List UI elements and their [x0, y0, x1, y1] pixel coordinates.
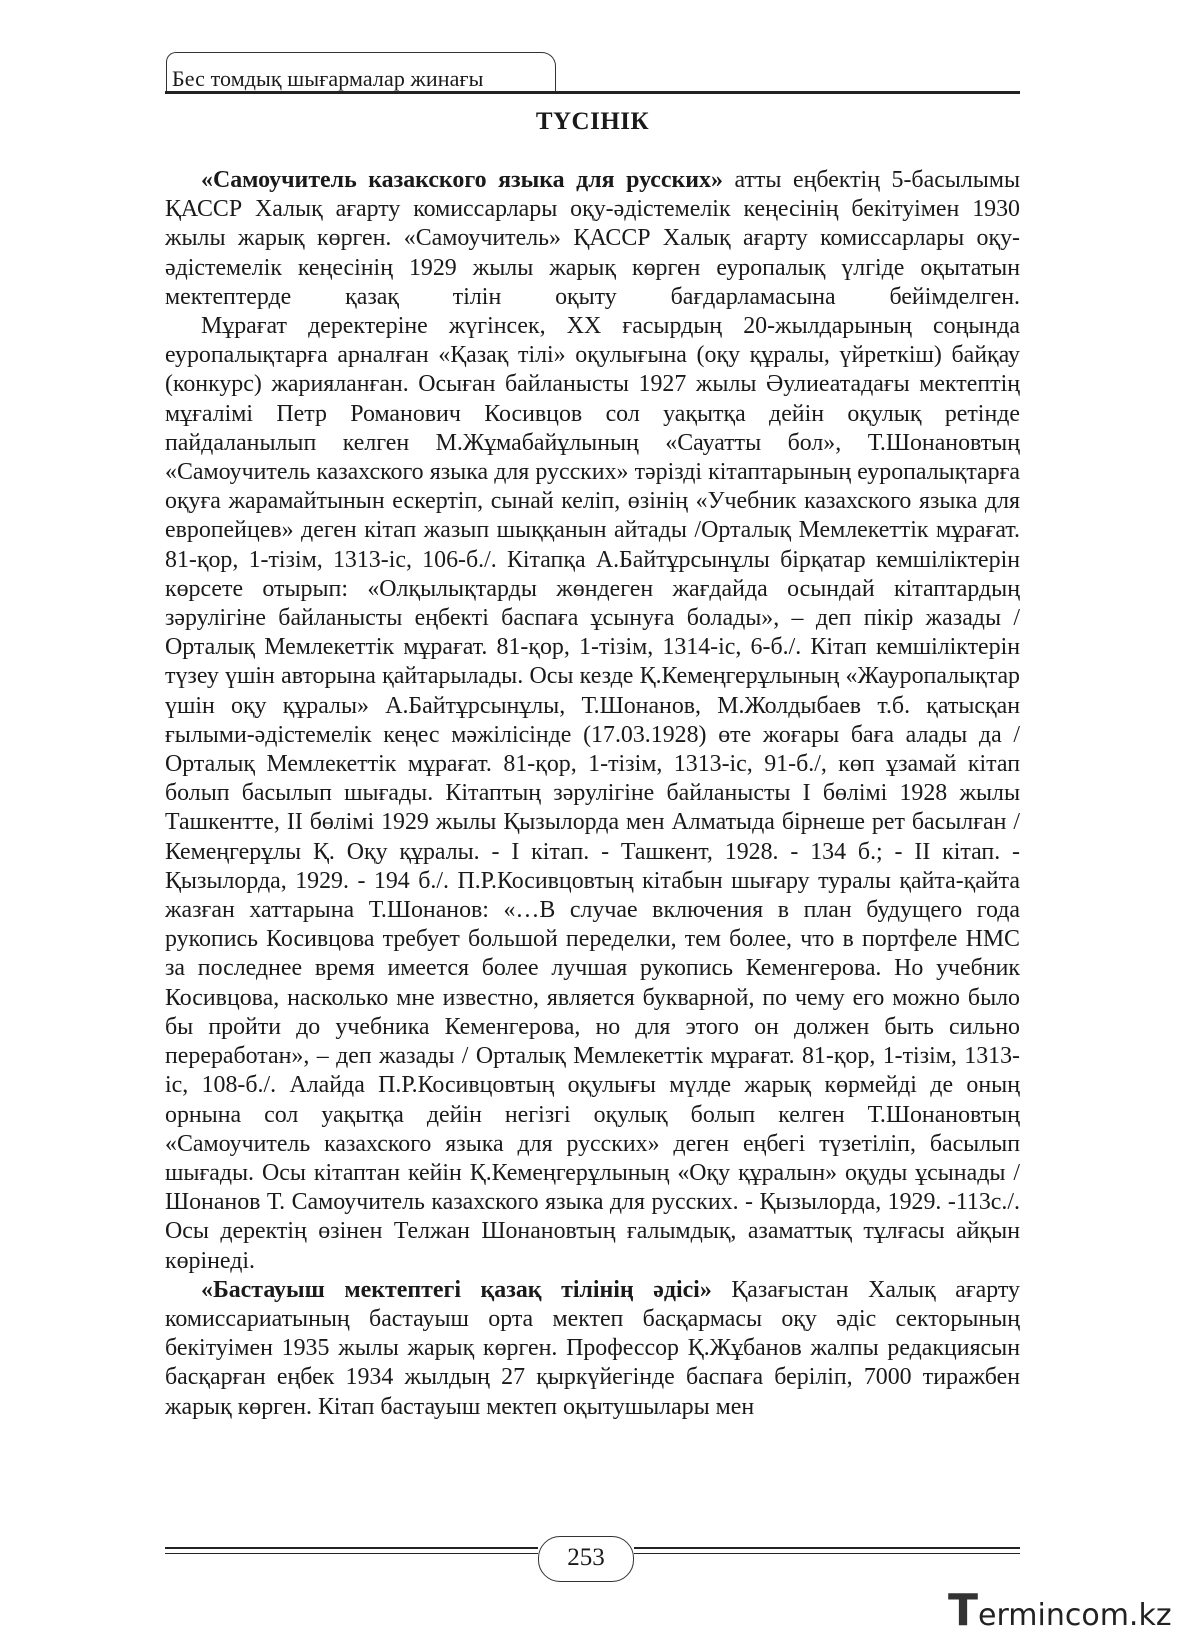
paragraph-1-text: атты еңбектің 5-басылымы ҚАССР Халық ағарту комиссарлары оқу-әдістемелік кеңесінің бекітуімен 1930 жылы жарық көрген. «Самоучитель» ҚАССР Халық ағарту комиссарлары оқу-әдістемелік кеңесінің 1929 жылы жарық көрген еуропалық үлгіде оқытатын мектептерде қазақ тілін оқыту бағдарламасына бейімделген. — [165, 167, 1020, 310]
body-text — [165, 166, 1020, 1422]
running-head-title: Бес томдық шығармалар жинағы — [172, 66, 484, 91]
watermark-text-a: ermincо — [978, 1598, 1100, 1633]
paragraph-2-text: Мұрағат деректеріне жүгінсек, ХХ ғасырдың 20-жылдарының соңында еуропалықтарға арналған «Қазақ тілі» оқулығына (оқу құралы, үйреткіш) байқау (конкурс) жарияланған. Осыған байланысты 1927 жылы Әулиеатадағы мектептің мұғалімі Петр Романович Косивцов сол уақытқа дейін оқулық ретінде пайдаланылып келген М.Жұмабайұлының «Сауатты бол», Т.Шонановтың «Самоучитель казахского языка для русских» тәрізді кітаптарының еуропалықтарға оқуға жарамайтынын ескертіп, сынай келіп, өзінің «Учебник казахского языка для европейцев» деген кітап жазып шыққанын айтады /Орталық Мемлекеттік мұрағат. 81-қор, 1-тізім, 1313-іс, 106-б./. Кітапқа А.Байтұрсынұлы бірқатар кемшіліктерін көрсете отырып: «Олқылықтарды жөндеген жағдайда осындай кітаптардың зәрулігіне байланысты еңбекті баспаға ұсынуға болады», – деп пікір жазады /Орталық Мемлекеттік мұрағат. 81-қор, 1-тізім, 1314-іс, 6-б./. Кітап кемшіліктерін түзеу үшін авторына қайтарылады. Осы кезде Қ.Кемеңгерұлының «Жауропалықтар үшін оқу құралы» А.Байтұрсынұлы, Т.Шонанов, М.Жолдыбаев т.б. қатысқан ғылыми-әдістемелік кеңес мәжілісінде (17.03.1928) өте жоғары баға алады да /Орталық Мемлекеттік мұрағат. 81-қор, 1-тізім, 1313-іс, 91-б./, көп ұзамай кітап болып басылып шығады. Кітаптың зәрулігіне байланысты І бөлімі 1928 жылы Ташкентте, ІІ бөлімі 1929 жылы Қызылорда мен Алматыда бірнеше рет басылған / Кемеңгерұлы Қ. Оқу құралы. - І кітап. - Ташкент, 1928. - 134 б.; - ІІ кітап. - Қызылорда, 1929. - 194 б./. П.Р.Косивцовтың кітабын шығару туралы қайта-қайта жазған хаттарына Т.Шонанов: «…В случае включения в план будущего года рукопись Косивцова требует большой переделки, тем более, что в портфеле НМС за последнее время имеется более лучшая рукопись Кеменгерова. Но учебник Косивцова, насколько мне известно, является букварной, по чему его можно было бы пройти до учебника Кеменгерова, но для этого он должен быть сильно переработан», – деп жазады / Орталық Мемлекеттік мұрағат. 81-қор, 1-тізім, 1313-іс, 108-б./. Алайда П.Р.Косивцовтың оқулығы мүлде жарық көрмейді де оның орнына сол уақытқа дейін негізгі оқулық болып келген Т.Шонановтың «Самоучитель казахского языка для русских» деген еңбегі түзетіліп, басылып шығады. Осы кітаптан кейін Қ.Кемеңгерұлының «Оқу құралын» оқуды ұсынады /Шонанов Т. Самоучитель казахского языка для русских. - Қызылорда, 1929. -113с./. Осы деректің өзінен Телжан Шонановтың ғалымдық, азаматтық тұлғасы айқын көрінеді. — [165, 313, 1020, 1274]
footer-rule-left — [165, 1547, 538, 1549]
paragraph-2 — [165, 312, 1020, 1276]
footer-rule-right — [634, 1547, 1020, 1549]
paragraph-3 — [165, 1276, 1020, 1422]
watermark-logo — [948, 1585, 1172, 1636]
footer-rule-left-thin — [165, 1553, 538, 1554]
header-rule — [165, 91, 1020, 94]
paragraph-3-lead: «Бастауыш мектептегі қазақ тілінің әдісі» — [201, 1276, 712, 1303]
watermark-text-b: m.kz — [1099, 1598, 1172, 1633]
watermark-lead: T — [948, 1585, 979, 1636]
page-number: 253 — [538, 1536, 634, 1582]
running-head-frame — [166, 52, 556, 92]
footer-rule-right-thin — [634, 1553, 1020, 1554]
paragraph-1-lead: «Самоучитель казакского языка для русских» — [201, 167, 723, 193]
section-title: ТҮСІНІК — [535, 108, 650, 135]
paragraph-3-text: Қазағыстан Халық ағарту комиссариатының бастауыш орта мектеп басқармасы оқу әдіс секторының бекітуімен 1935 жылы жарық көрген. Профессор Қ.Жұбанов жалпы редакциясын басқарған еңбек 1934 жылдың 27 қыркүйегінде баспаға беріліп, 7000 тиражбен жарық көрген. Кітап бастауыш мектеп оқытушылары мен — [165, 1276, 1020, 1420]
paragraph-1 — [165, 166, 1020, 312]
